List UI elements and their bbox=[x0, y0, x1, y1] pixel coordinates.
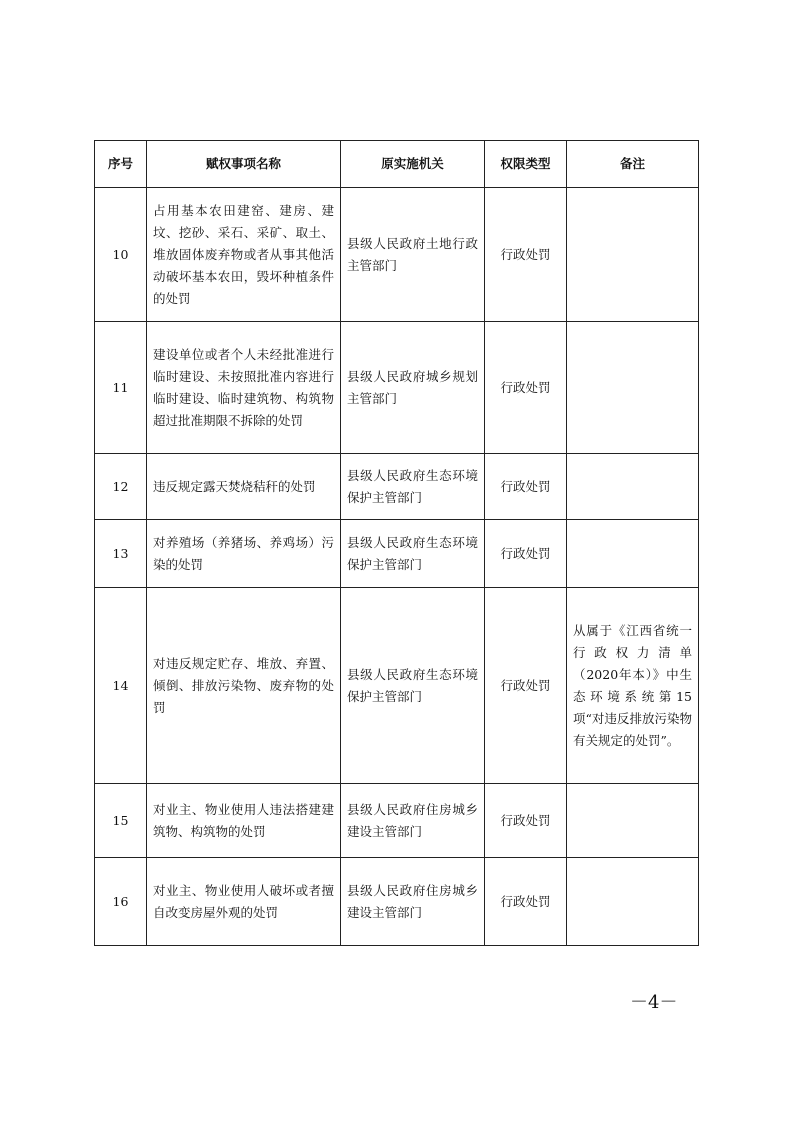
row-authority-type: 行政处罚 bbox=[485, 454, 567, 520]
row-original-agency: 县级人民政府城乡规划主管部门 bbox=[341, 322, 485, 454]
row-item-name: 建设单位或者个人未经批准进行临时建设、未按照批准内容进行临时建设、临时建筑物、构筑物超过批准期限不拆除的处罚 bbox=[147, 322, 341, 454]
row-seq: 14 bbox=[95, 588, 147, 784]
row-remarks bbox=[567, 188, 699, 322]
row-item-name: 占用基本农田建窑、建房、建坟、挖砂、采石、采矿、取土、堆放固体废弃物或者从事其他活动破坏基本农田，毁坏种植条件的处罚 bbox=[147, 188, 341, 322]
row-authority-type: 行政处罚 bbox=[485, 784, 567, 858]
row-seq: 15 bbox=[95, 784, 147, 858]
row-remarks bbox=[567, 858, 699, 946]
row-authority-type: 行政处罚 bbox=[485, 520, 567, 588]
row-remarks bbox=[567, 322, 699, 454]
page-number: －4－ bbox=[630, 992, 678, 1013]
table-row bbox=[95, 784, 699, 858]
row-original-agency: 县级人民政府生态环境保护主管部门 bbox=[341, 454, 485, 520]
table-row bbox=[95, 858, 699, 946]
row-seq: 10 bbox=[95, 188, 147, 322]
header-item-name: 赋权事项名称 bbox=[147, 141, 341, 188]
row-original-agency: 县级人民政府生态环境保护主管部门 bbox=[341, 588, 485, 784]
table-row bbox=[95, 188, 699, 322]
row-remarks bbox=[567, 520, 699, 588]
table-row bbox=[95, 322, 699, 454]
row-seq: 12 bbox=[95, 454, 147, 520]
row-authority-type: 行政处罚 bbox=[485, 588, 567, 784]
row-item-name: 对违反规定贮存、堆放、弃置、倾倒、排放污染物、废弃物的处罚 bbox=[147, 588, 341, 784]
table-row bbox=[95, 520, 699, 588]
table-row bbox=[95, 588, 699, 784]
row-original-agency: 县级人民政府住房城乡建设主管部门 bbox=[341, 784, 485, 858]
row-authority-type: 行政处罚 bbox=[485, 188, 567, 322]
row-seq: 16 bbox=[95, 858, 147, 946]
row-original-agency: 县级人民政府土地行政主管部门 bbox=[341, 188, 485, 322]
header-original-agency: 原实施机关 bbox=[341, 141, 485, 188]
header-remarks: 备注 bbox=[567, 141, 699, 188]
row-remarks: 从属于《江西省统一行政权力清单（2020年本）》中生态环境系统第15项“对违反排放污染物有关规定的处罚”。 bbox=[567, 588, 699, 784]
row-item-name: 对业主、物业使用人破坏或者擅自改变房屋外观的处罚 bbox=[147, 858, 341, 946]
table-row bbox=[95, 454, 699, 520]
row-remarks bbox=[567, 784, 699, 858]
row-seq: 11 bbox=[95, 322, 147, 454]
header-seq: 序号 bbox=[95, 141, 147, 188]
table-header-row bbox=[95, 141, 699, 188]
row-item-name: 对养殖场（养猪场、养鸡场）污染的处罚 bbox=[147, 520, 341, 588]
row-authority-type: 行政处罚 bbox=[485, 322, 567, 454]
row-item-name: 违反规定露天焚烧秸秆的处罚 bbox=[147, 454, 341, 520]
header-authority-type: 权限类型 bbox=[485, 141, 567, 188]
row-remarks bbox=[567, 454, 699, 520]
row-authority-type: 行政处罚 bbox=[485, 858, 567, 946]
authority-table bbox=[94, 140, 699, 946]
row-original-agency: 县级人民政府住房城乡建设主管部门 bbox=[341, 858, 485, 946]
row-original-agency: 县级人民政府生态环境保护主管部门 bbox=[341, 520, 485, 588]
row-seq: 13 bbox=[95, 520, 147, 588]
row-item-name: 对业主、物业使用人违法搭建建筑物、构筑物的处罚 bbox=[147, 784, 341, 858]
